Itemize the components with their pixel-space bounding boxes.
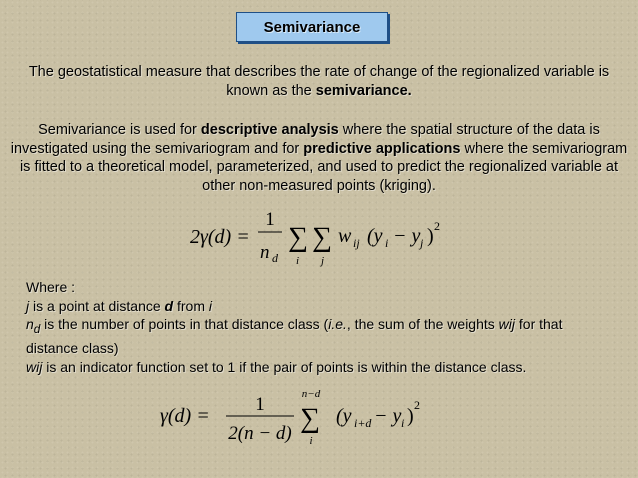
where-line-2-text: is the number of points in that distance class (: [40, 316, 329, 332]
where-var-i: i: [208, 297, 213, 314]
eq1-exponent: 2: [434, 219, 440, 233]
eq1-term-close: ): [427, 225, 434, 247]
where-var-j: j: [26, 297, 30, 314]
eq2-denominator: 2(n − d): [228, 423, 292, 444]
intro-paragraph: [6, 63, 632, 100]
description-bold-1: descriptive analysis: [200, 122, 339, 138]
eq1-term-minus: − y: [393, 225, 421, 247]
where-line-1-text-2: from: [173, 297, 209, 314]
eq1-weight-sub: ij: [353, 236, 360, 250]
semivariogram-estimator-equation: [160, 385, 440, 465]
semivariance-equation-svg: [190, 198, 450, 270]
where-var-d: d: [164, 297, 174, 314]
where-definitions: [26, 278, 616, 376]
eq2-sum-lower: i: [309, 435, 313, 447]
where-line-3: [26, 358, 616, 377]
description-bold-2: predictive applications: [303, 140, 461, 157]
eq2-sum-upper: n−d: [301, 388, 321, 400]
where-line-2-text-2: , the sum of the weights: [346, 316, 499, 332]
where-ie: i.e.: [328, 316, 347, 332]
eq1-numerator: 1: [265, 209, 275, 230]
where-line-1: [26, 297, 616, 316]
where-var-n: n: [26, 316, 34, 332]
slide-title-text: Semivariance: [263, 18, 361, 36]
description-paragraph: [6, 121, 632, 195]
eq2-exponent: 2: [414, 398, 420, 412]
semivariance-equation: [190, 198, 450, 270]
where-var-n-sub: d: [33, 322, 41, 336]
eq1-term-sub-j: j: [420, 236, 424, 250]
eq1-weight: w: [338, 225, 352, 247]
eq2-lhs: γ(d) =: [160, 405, 210, 427]
where-var-wij-2: wij: [26, 358, 43, 375]
where-var-wij: wij: [498, 316, 515, 332]
eq1-sum-index-2: j: [321, 255, 325, 267]
where-line-3-text: is an indicator function set to 1 if the pair of points is within the distance class.: [42, 358, 527, 375]
description-text-1: Semivariance is used for: [38, 122, 201, 138]
eq1-sum-icon-1: ∑: [288, 222, 308, 253]
eq2-term-sub-2: i: [401, 416, 405, 430]
intro-text: The geostatistical measure that describes the rate of change of the regionalized variable is known as the: [28, 64, 610, 99]
eq1-sum-index-1: i: [296, 255, 300, 267]
eq2-numerator: 1: [255, 394, 265, 415]
intro-bold-term: semivariance.: [315, 82, 412, 99]
eq1-term-open: (y: [367, 225, 383, 247]
where-line-1-text: is a point at distance: [29, 297, 165, 314]
description-text-3: where the semivariogram is fitted to a theoretical model, parameterized, and used to predict the regionalized variable at other non-measured points (kriging).: [19, 140, 628, 194]
eq1-denominator: n: [260, 242, 270, 263]
eq1-denominator-sub: d: [272, 251, 278, 265]
where-line-2-text-3: for that distance class): [26, 316, 563, 357]
where-heading: Where :: [26, 279, 76, 295]
eq2-term-open: (y: [336, 405, 352, 427]
eq1-lhs: 2γ(d) =: [190, 226, 250, 248]
eq2-term-minus: − y: [374, 405, 402, 427]
description-text-2: where the spatial structure of the data is investigated using the semivariogram and for: [10, 122, 600, 157]
eq2-term-close: ): [407, 405, 414, 427]
eq2-sum-icon: ∑: [300, 403, 320, 434]
semivariogram-estimator-equation-svg: [160, 385, 440, 465]
slide-title: [236, 12, 388, 42]
eq1-term-sub-i: i: [385, 236, 389, 250]
eq2-term-sub-1: i+d: [354, 416, 372, 430]
where-line-2: [26, 315, 616, 358]
eq1-sum-icon-2: ∑: [312, 222, 332, 253]
